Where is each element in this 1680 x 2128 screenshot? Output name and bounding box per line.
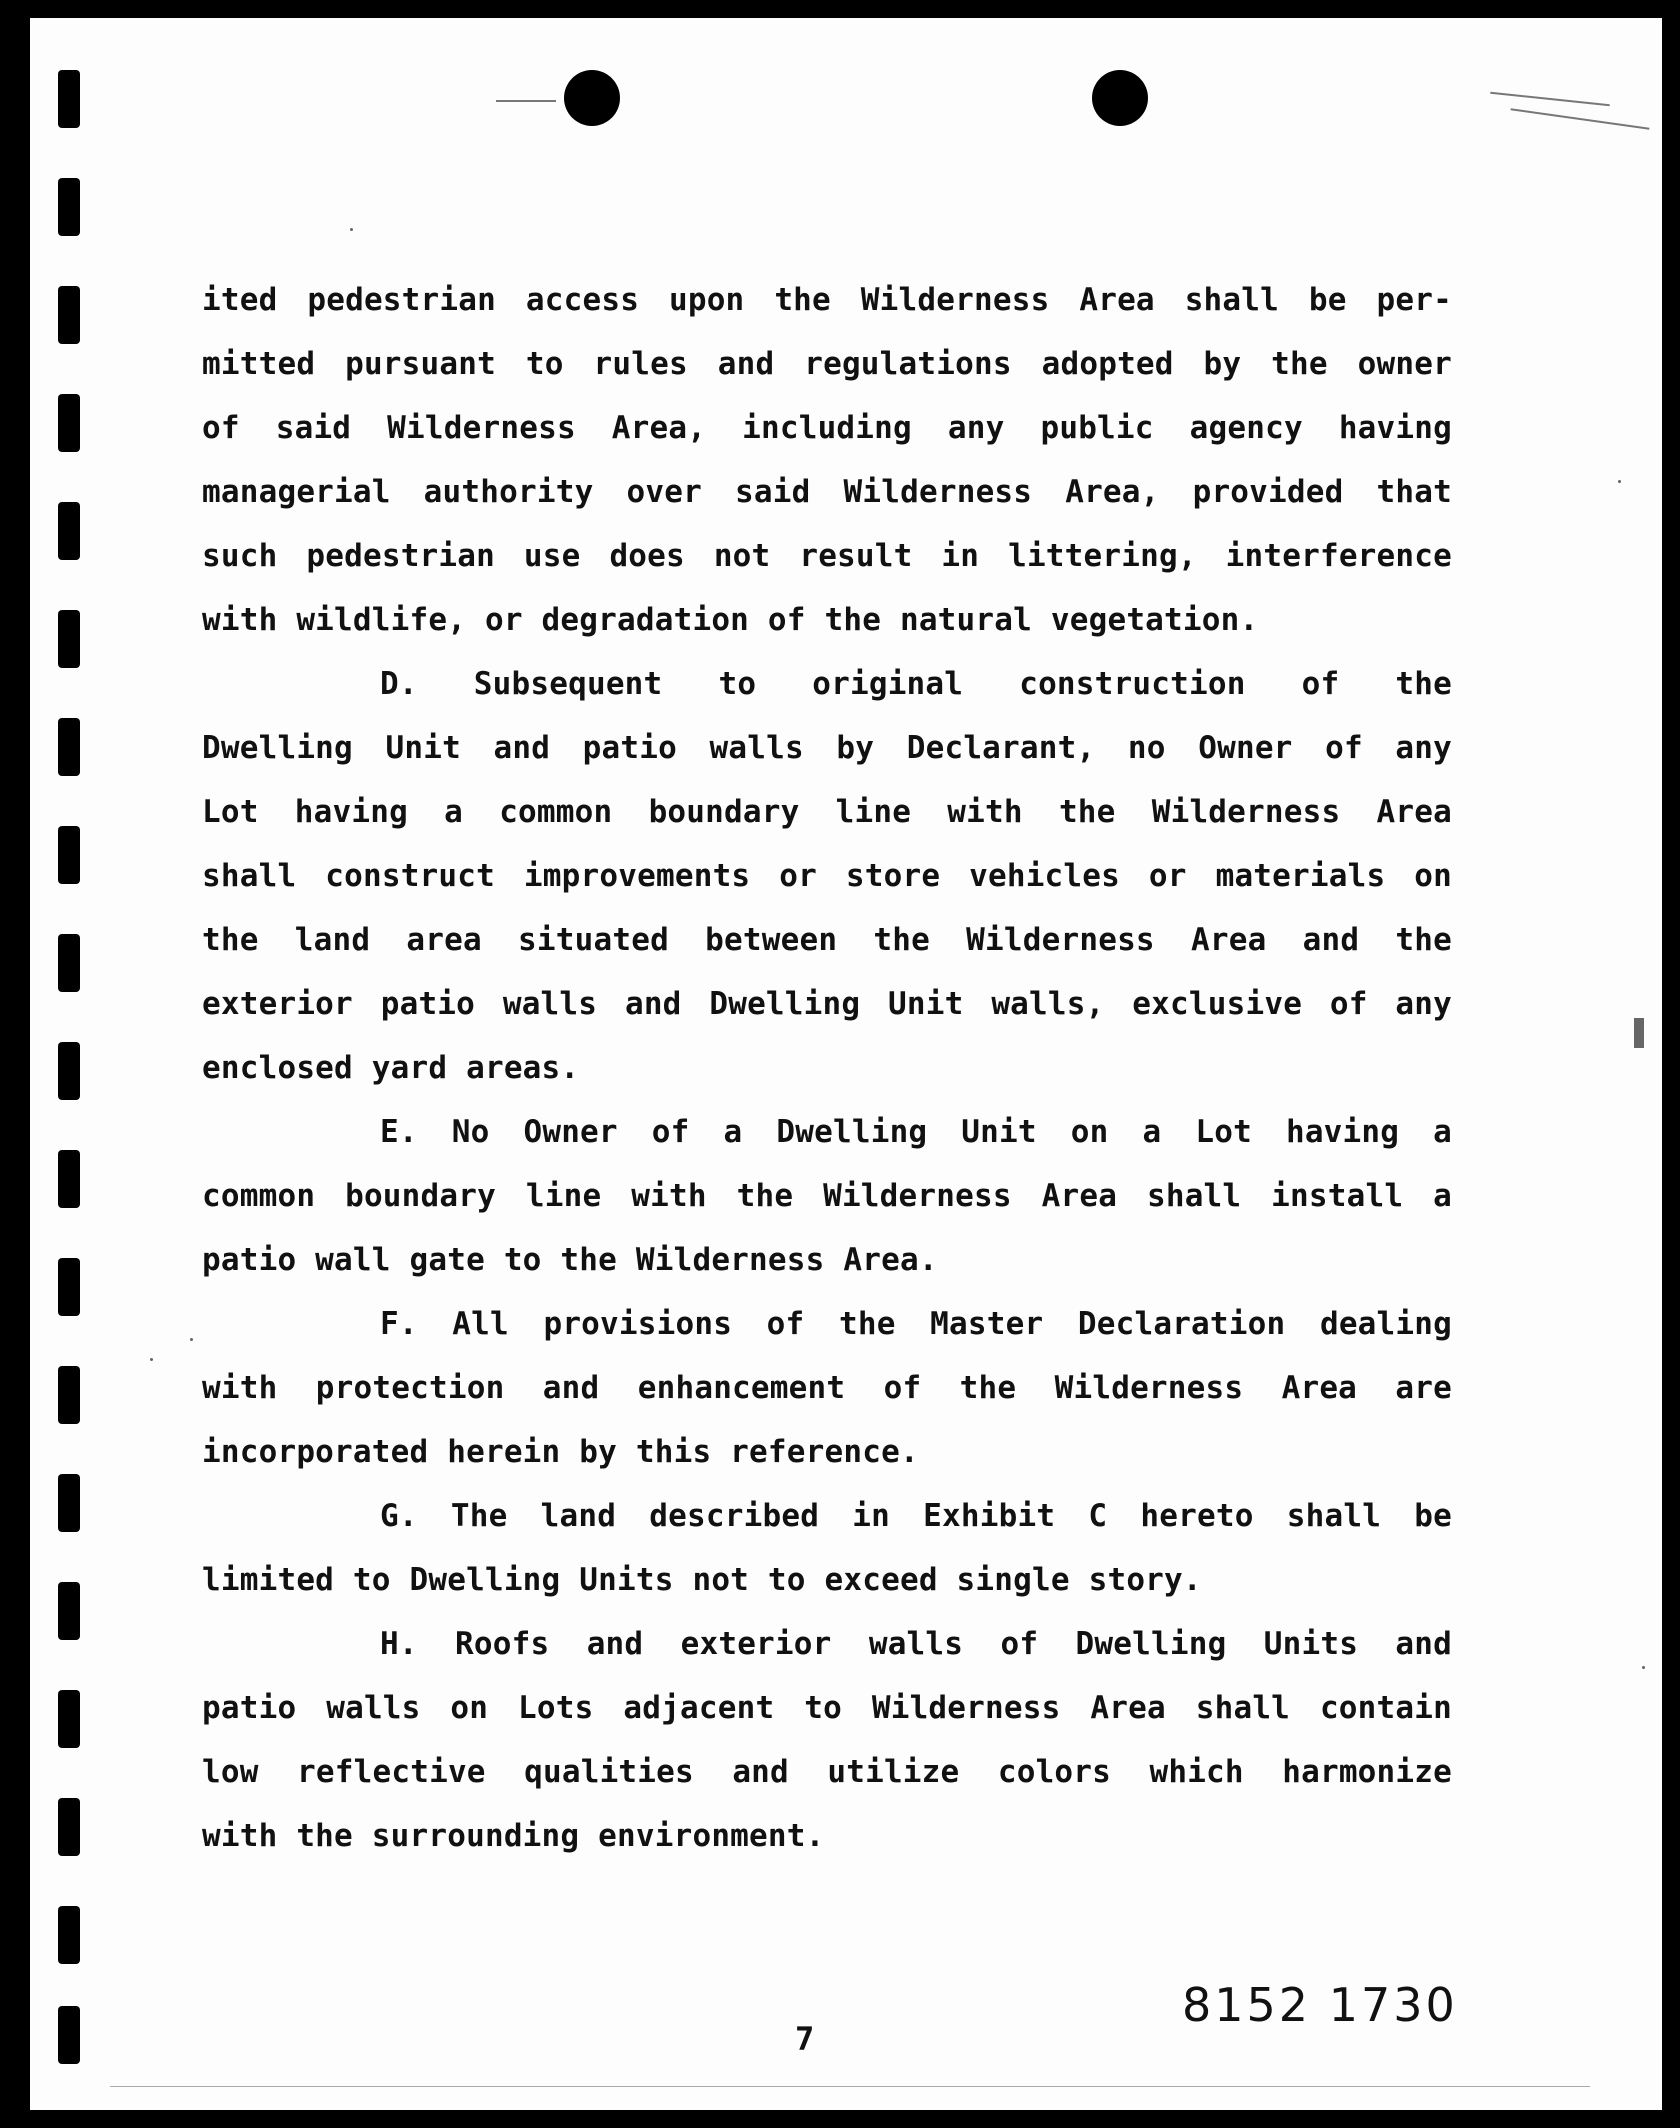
scan-noise [496,100,556,102]
sprocket-hole [58,934,80,992]
text-line: with wildlife, or degradation of the natural vegetation. [202,602,1259,638]
body-text [202,268,1452,1868]
text-line: low reflective qualities and utilize colors which harmonize [202,1754,1452,1790]
scan-noise [1490,92,1610,107]
scan-speck [350,228,353,231]
sprocket-hole [58,1150,80,1208]
sprocket-hole [58,1366,80,1424]
punch-hole [564,70,620,126]
text-line: G. The land described in Exhibit C hereto shall be [380,1498,1452,1534]
paragraph-g [202,1484,1452,1612]
text-line: the land area situated between the Wilderness Area and the [202,922,1452,958]
page-number: 7 [795,2020,815,2058]
scan-speck [190,1338,193,1341]
paragraph-h [202,1612,1452,1868]
text-line: patio walls on Lots adjacent to Wilderness Area shall contain [202,1690,1452,1726]
sprocket-hole [58,178,80,236]
sprocket-hole [58,826,80,884]
paragraph-e [202,1100,1452,1292]
paragraph-continued [202,268,1452,652]
text-line: patio wall gate to the Wilderness Area. [202,1242,938,1278]
scan-noise [1511,108,1650,129]
sprocket-hole [58,1690,80,1748]
text-line: exterior patio walls and Dwelling Unit walls, exclusive of any [202,986,1452,1022]
sprocket-hole [58,2006,80,2064]
text-line: F. All provisions of the Master Declaration dealing [380,1306,1452,1342]
scan-speck [1634,1018,1644,1048]
sprocket-hole [58,1798,80,1856]
text-line: shall construct improvements or store vehicles or materials on [202,858,1452,894]
paragraph-d [202,652,1452,1100]
sprocket-hole [58,1582,80,1640]
scan-noise [110,2086,1590,2087]
paragraph-f [202,1292,1452,1484]
sprocket-hole [58,1906,80,1964]
sprocket-hole [58,718,80,776]
sprocket-hole [58,1258,80,1316]
text-line: Lot having a common boundary line with the Wilderness Area [202,794,1452,830]
sprocket-hole [58,394,80,452]
sprocket-hole [58,610,80,668]
scan-speck [1642,1666,1645,1669]
text-line: E. No Owner of a Dwelling Unit on a Lot having a [380,1114,1452,1150]
sprocket-hole [58,286,80,344]
sprocket-hole [58,70,80,128]
text-line: with protection and enhancement of the Wilderness Area are [202,1370,1452,1406]
text-line: ited pedestrian access upon the Wilderness Area shall be per- [202,282,1452,318]
text-line: Dwelling Unit and patio walls by Declarant, no Owner of any [202,730,1452,766]
scan-speck [1618,480,1621,483]
text-line: H. Roofs and exterior walls of Dwelling Units and [380,1626,1452,1662]
sprocket-hole [58,1474,80,1532]
text-line: managerial authority over said Wilderness Area, provided that [202,474,1452,510]
text-line: such pedestrian use does not result in littering, interference [202,538,1452,574]
sprocket-hole [58,502,80,560]
document-page [30,18,1662,2110]
punch-hole [1092,70,1148,126]
text-line: mitted pursuant to rules and regulations adopted by the owner [202,346,1452,382]
text-line: limited to Dwelling Units not to exceed single story. [202,1562,1202,1598]
text-line: of said Wilderness Area, including any public agency having [202,410,1452,446]
text-line: incorporated herein by this reference. [202,1434,919,1470]
scan-speck [150,1358,153,1361]
document-number: 8152 1730 [1182,1978,1458,2032]
sprocket-hole [58,1042,80,1100]
text-line: with the surrounding environment. [202,1818,825,1854]
text-line: D. Subsequent to original construction of the [380,666,1452,702]
text-line: common boundary line with the Wilderness Area shall install a [202,1178,1452,1214]
text-line: enclosed yard areas. [202,1050,580,1086]
